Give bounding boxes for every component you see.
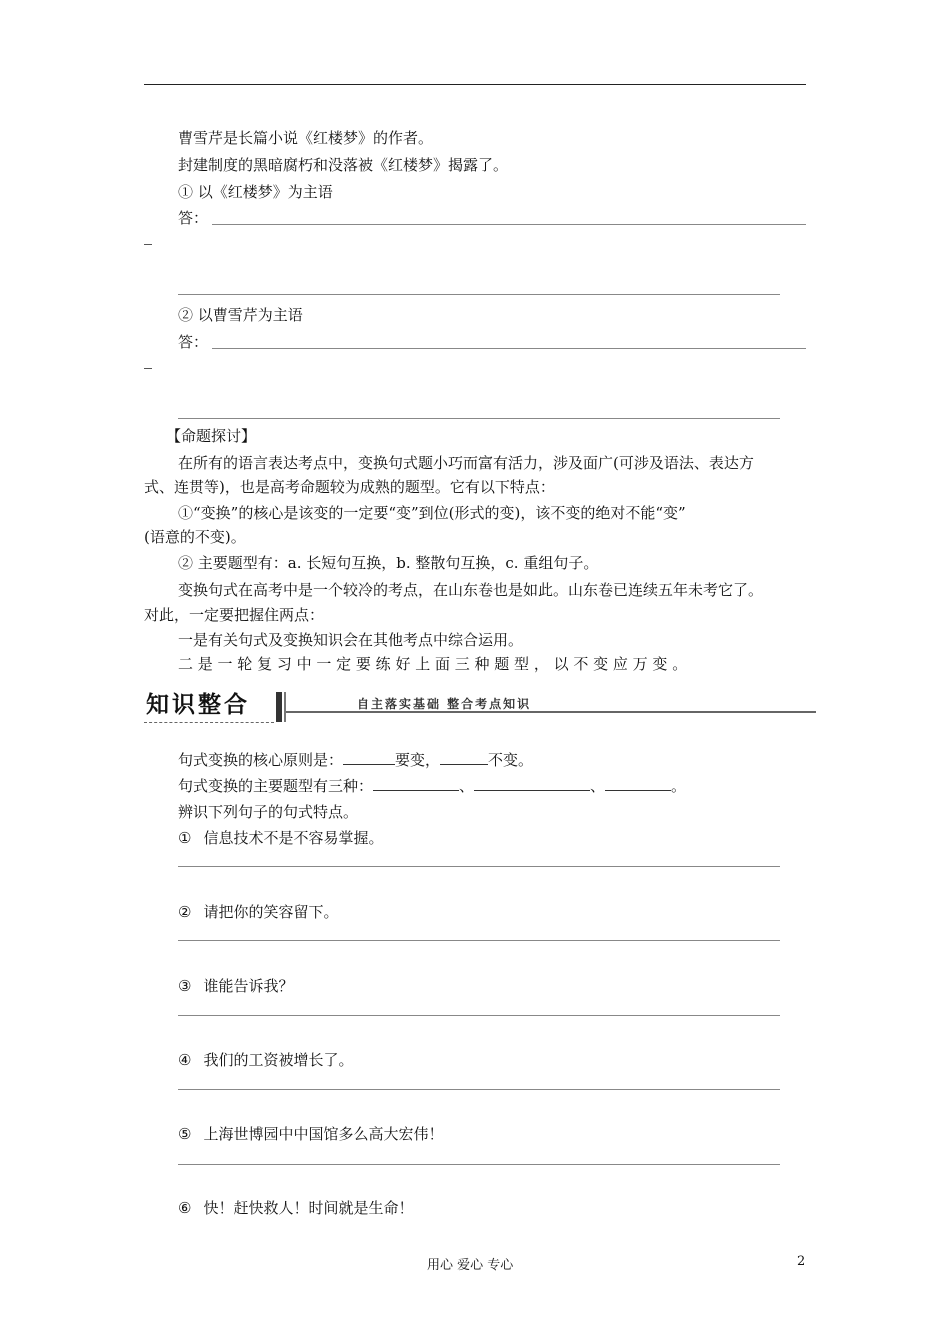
- list-item: [178, 1050, 353, 1070]
- answer-line[interactable]: [178, 294, 780, 295]
- sentence-1: 曹雪芹是长篇小说《红楼梦》的作者。: [178, 129, 434, 147]
- paragraph: 二 是 一 轮 复 习 中 一 定 要 练 好 上 面 三 种 题 型 ， 以 不 变 应 万 变 。: [178, 655, 688, 673]
- page-number: 2: [797, 1254, 806, 1269]
- item-text: 请把你的笑容留下。: [203, 903, 339, 921]
- separator: 。: [671, 777, 687, 795]
- list-item: [178, 976, 293, 996]
- question-text: 句式变换的主要题型有三种：: [178, 777, 374, 795]
- task-1: ① 以《红楼梦》为主语: [178, 183, 333, 201]
- dash-mark: [144, 244, 152, 245]
- item-text: 我们的工资被增长了。: [203, 1051, 354, 1069]
- sentence-2: 封建制度的黑暗腐朽和没落被《红楼梦》揭露了。: [178, 156, 509, 174]
- answer-line[interactable]: [212, 224, 806, 225]
- banner-bar: [284, 692, 286, 722]
- item-text: 谁能告诉我？: [203, 977, 294, 995]
- fill-blank[interactable]: [373, 776, 459, 791]
- paragraph: 变换句式在高考中是一个较冷的考点，在山东卷也是如此。山东卷已连续五年未考它了。: [178, 581, 764, 599]
- paragraph: 一是有关句式及变换知识会在其他考点中综合运用。: [178, 631, 524, 649]
- paragraph: (语意的不变)。: [144, 528, 246, 546]
- answer-label-1: 答：: [178, 209, 209, 227]
- paragraph: ② 主要题型有：a. 长短句互换，b. 整散句互换，c. 重组句子。: [178, 554, 599, 572]
- item-number: ④: [178, 1051, 192, 1069]
- task-2: ② 以曹雪芹为主语: [178, 306, 303, 324]
- question-text: 要变，: [395, 751, 441, 769]
- item-text: 信息技术不是不容易掌握。: [203, 829, 384, 847]
- banner-subtitle: 自主落实基础 整合考点知识: [357, 697, 532, 711]
- question-3: 辨识下列句子的句式特点。: [178, 803, 359, 821]
- paragraph: ①“变换”的核心是该变的一定要“变”到位(形式的变)，该不变的绝对不能“变”: [178, 504, 686, 522]
- answer-line[interactable]: [178, 1164, 780, 1165]
- item-number: ②: [178, 903, 192, 921]
- list-item: [178, 1124, 443, 1144]
- answer-line[interactable]: [178, 1089, 780, 1090]
- question-text: 不变。: [488, 751, 534, 769]
- item-text: 快！赶快救人！时间就是生命！: [203, 1199, 414, 1217]
- banner-title: 知识整合: [146, 692, 250, 718]
- item-text: 上海世博园中中国馆多么高大宏伟！: [203, 1125, 444, 1143]
- banner-underline: [144, 722, 274, 723]
- fill-blank[interactable]: [440, 750, 488, 765]
- answer-line[interactable]: [178, 418, 780, 419]
- banner-bar: [276, 692, 282, 722]
- answer-line[interactable]: [178, 1015, 780, 1016]
- separator: 、: [459, 777, 475, 795]
- paragraph: 在所有的语言表达考点中，变换句式题小巧而富有活力，涉及面广(可涉及语法、表达方: [178, 454, 754, 472]
- header-rule: [144, 84, 806, 85]
- separator: 、: [590, 777, 606, 795]
- item-number: ⑤: [178, 1125, 192, 1143]
- answer-line[interactable]: [178, 940, 780, 941]
- item-number: ⑥: [178, 1199, 192, 1217]
- answer-line[interactable]: [212, 348, 806, 349]
- list-item: [178, 1198, 413, 1218]
- discussion-heading: 【命题探讨】: [166, 427, 257, 445]
- fill-blank[interactable]: [474, 776, 590, 791]
- list-item: [178, 828, 383, 848]
- dash-mark: [144, 368, 152, 369]
- footer-motto: 用心 爱心 专心: [427, 1258, 514, 1273]
- item-number: ③: [178, 977, 192, 995]
- question-text: 句式变换的核心原则是：: [178, 751, 344, 769]
- section-banner: [144, 688, 816, 726]
- fill-blank[interactable]: [605, 776, 671, 791]
- paragraph: 式、连贯等)，也是高考命题较为成熟的题型。它有以下特点：: [144, 478, 555, 496]
- paragraph: 对此，一定要把握住两点：: [144, 606, 325, 624]
- fill-blank[interactable]: [343, 750, 395, 765]
- answer-label-2: 答：: [178, 333, 209, 351]
- page-footer: [0, 1254, 950, 1272]
- list-item: [178, 902, 338, 922]
- question-1: [178, 750, 533, 770]
- answer-line[interactable]: [178, 866, 780, 867]
- question-2: [178, 776, 686, 796]
- item-number: ①: [178, 829, 192, 847]
